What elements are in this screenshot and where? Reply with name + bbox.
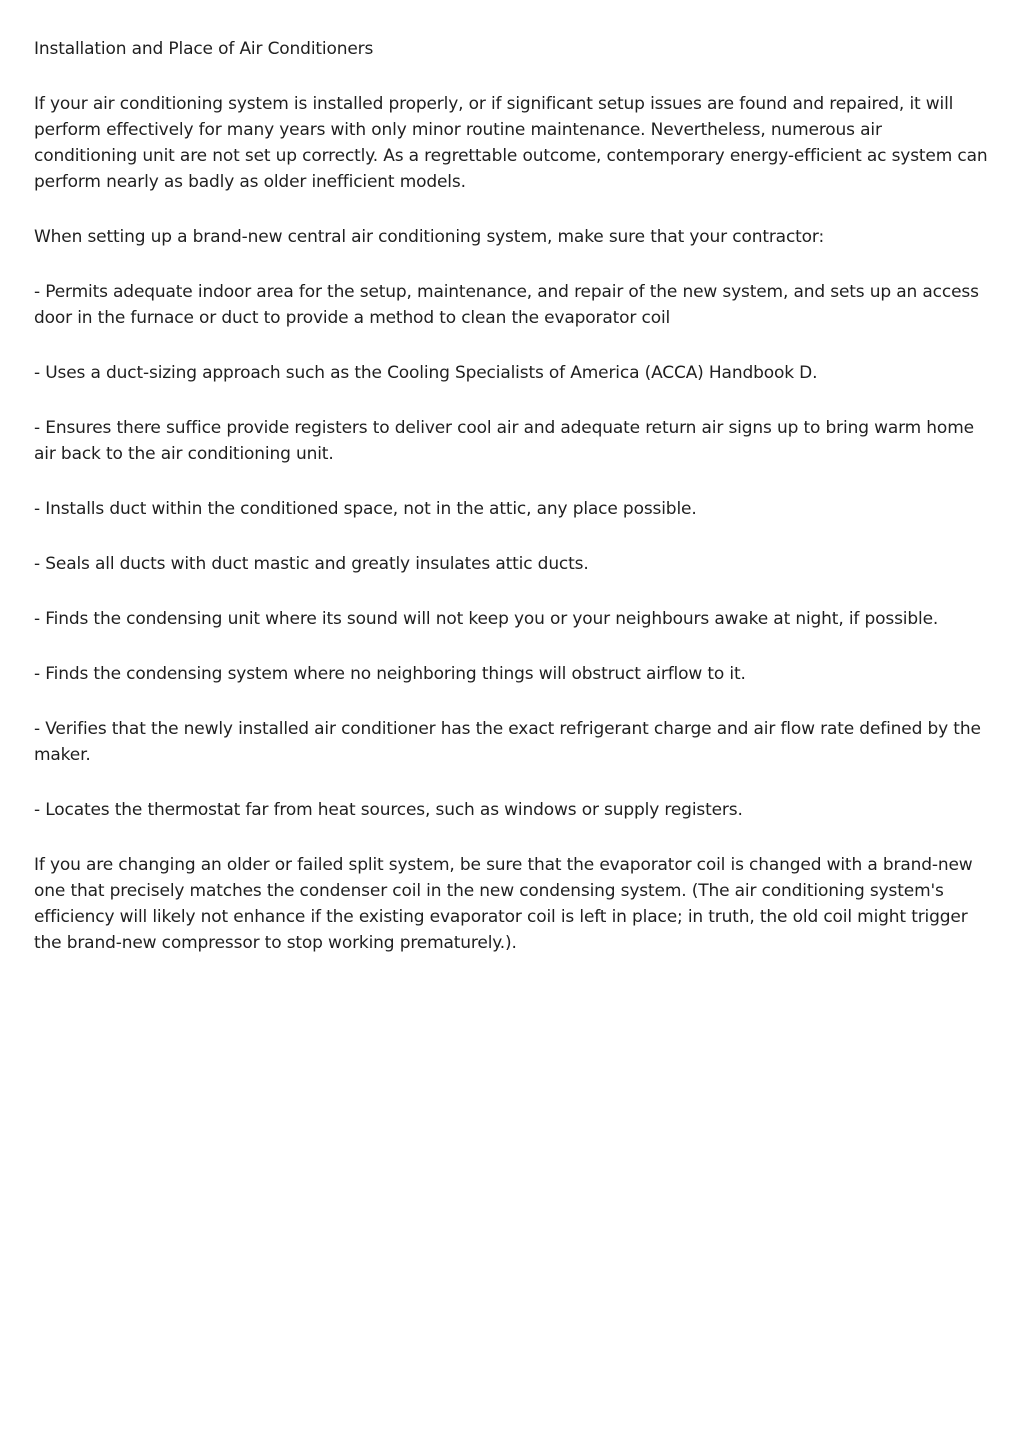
- closing-paragraph: If you are changing an older or failed split system, be sure that the evaporator coil is changed with a brand-new one that precisely matches the condenser coil in the new condensing system. (The air conditioning system's efficiency will likely not enhance if the existing evaporator coil is left in place; in truth, the old coil might trigger the brand-new compressor to stop working prematurely.).: [34, 855, 973, 953]
- list-item: - Locates the thermostat far from heat sources, such as windows or supply registers.: [34, 800, 743, 820]
- list-item: - Installs duct within the conditioned space, not in the attic, any place possible.: [34, 499, 697, 519]
- list-item: - Verifies that the newly installed air conditioner has the exact refrigerant charge and air flow rate defined by the maker.: [34, 719, 981, 765]
- list-item: - Finds the condensing unit where its sound will not keep you or your neighbours awake at night, if possible.: [34, 609, 939, 629]
- list-item: - Finds the condensing system where no neighboring things will obstruct airflow to it.: [34, 664, 746, 684]
- intro-paragraph: If your air conditioning system is installed properly, or if significant setup issues are found and repaired, it will perform effectively for many years with only minor routine maintenance. Nevertheless, numerous air conditioning unit are not set up correctly. As a regrettable outcome, contemporary energy-efficient ac system can perform nearly as badly as older inefficient models.: [34, 94, 988, 192]
- list-item: - Permits adequate indoor area for the setup, maintenance, and repair of the new system, and sets up an access door in the furnace or duct to provide a method to clean the evaporator coil: [34, 282, 979, 328]
- list-item: - Ensures there suffice provide registers to deliver cool air and adequate return air signs up to bring warm home air back to the air conditioning unit.: [34, 418, 974, 464]
- document-title: Installation and Place of Air Conditioners: [34, 39, 374, 59]
- list-item: - Seals all ducts with duct mastic and greatly insulates attic ducts.: [34, 554, 589, 574]
- contractor-lead-paragraph: When setting up a brand-new central air conditioning system, make sure that your contractor:: [34, 227, 825, 247]
- document-page: [34, 36, 990, 985]
- list-item: - Uses a duct-sizing approach such as the Cooling Specialists of America (ACCA) Handbook D.: [34, 363, 818, 383]
